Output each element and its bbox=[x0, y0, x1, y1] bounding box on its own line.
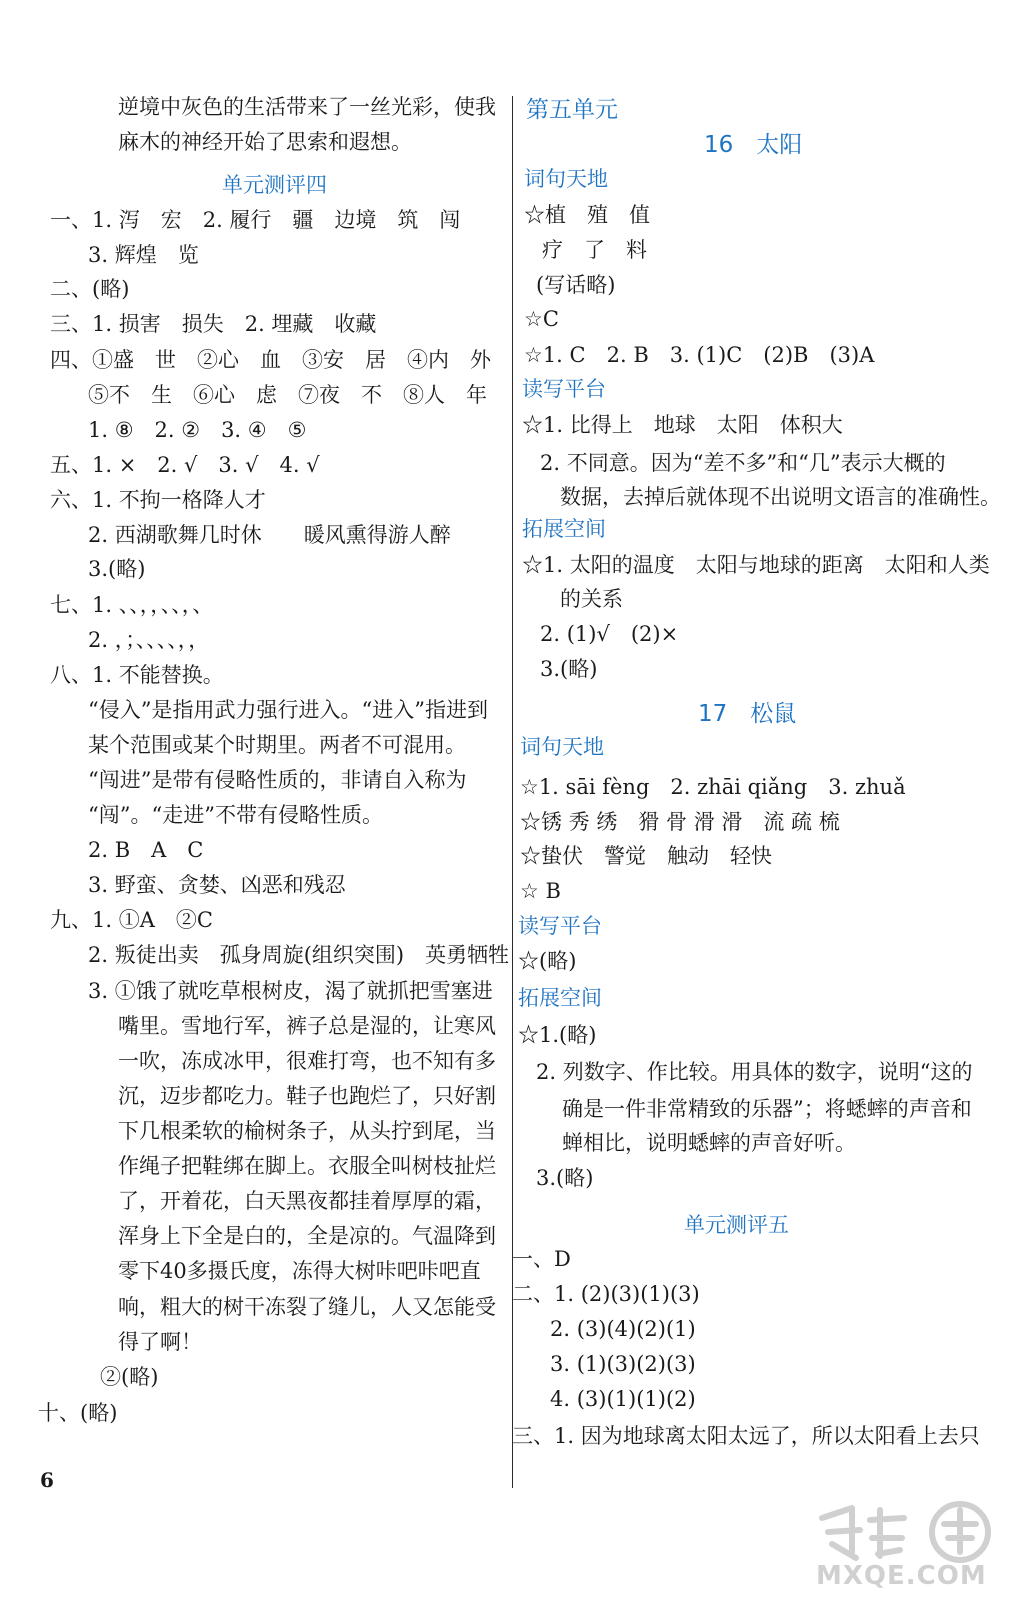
text-line: 3.(略) bbox=[540, 657, 598, 681]
unit-heading: 第五单元 bbox=[526, 97, 618, 123]
text-line: 4. (3)(1)(1)(2) bbox=[550, 1387, 696, 1411]
text-line: 3.(略) bbox=[536, 1166, 594, 1190]
text-line: 2. (1)√ (2)× bbox=[540, 622, 679, 646]
text-line: 下几根柔软的榆树条子，从头拧到尾，当 bbox=[118, 1119, 496, 1143]
text-line: 三、1. 因为地球离太阳太远了，所以太阳看上去只 bbox=[512, 1424, 980, 1448]
text-line: ☆C bbox=[524, 307, 559, 331]
text-line: 3. 野蛮、贪婪、凶恶和残忍 bbox=[88, 873, 346, 897]
text-line: 2. 西湖歌舞几时休 暖风熏得游人醉 bbox=[88, 523, 451, 547]
text-line: 一、1. 泻 宏 2. 履行 疆 边境 筑 闯 bbox=[50, 208, 461, 232]
section-heading-test-4: 单元测评四 bbox=[222, 173, 327, 197]
text-line: “侵入”是指用武力强行进入。“进入”指进到 bbox=[88, 698, 488, 722]
text-line: ☆蛰伏 警觉 触动 轻快 bbox=[520, 844, 772, 868]
watermark-icon bbox=[808, 1490, 1008, 1590]
text-line: 二、(略) bbox=[50, 277, 130, 301]
text-line: 数据，去掉后就体现不出说明文语言的准确性。 bbox=[560, 485, 1001, 509]
text-line: 响，粗大的树干冻裂了缝儿，人又怎能受 bbox=[118, 1295, 496, 1319]
text-line: 二、1. (2)(3)(1)(3) bbox=[512, 1282, 700, 1306]
text-line: (写话略) bbox=[536, 273, 616, 297]
text-line: 2. ，；、、、、，， bbox=[88, 628, 210, 652]
text-line: 六、1. 不拘一格降人才 bbox=[50, 488, 266, 512]
text-line: 作绳子把鞋绑在脚上。衣服全叫树枝扯烂 bbox=[118, 1154, 496, 1178]
text-line: 五、1. × 2. √ 3. √ 4. √ bbox=[50, 453, 320, 477]
text-line: 3.(略) bbox=[88, 557, 146, 581]
sub-heading: 拓展空间 bbox=[522, 517, 606, 541]
text-line: 2. 叛徒出卖 孤身周旋(组织突围) 英勇牺牲 bbox=[88, 943, 510, 967]
text-line: ☆1. 比得上 地球 太阳 体积大 bbox=[522, 413, 843, 437]
text-line: ☆锈 秀 绣 猾 骨 滑 滑 流 疏 梳 bbox=[520, 810, 840, 834]
text-line: 八、1. 不能替换。 bbox=[50, 663, 224, 687]
text-line: 三、1. 损害 损失 2. 埋藏 收藏 bbox=[50, 312, 377, 336]
text-line: 的关系 bbox=[560, 587, 623, 611]
sub-heading: 读写平台 bbox=[518, 914, 602, 938]
text-line: 十、(略) bbox=[38, 1401, 118, 1425]
watermark-logo bbox=[808, 1490, 1008, 1590]
text-line: 疗 了 料 bbox=[542, 238, 647, 262]
section-heading-test-5: 单元测评五 bbox=[684, 1213, 789, 1237]
text-line: 确是一件非常精致的乐器”；将蟋蟀的声音和 bbox=[562, 1097, 972, 1121]
text-line: 了，开着花，白天黑夜都挂着厚厚的霜， bbox=[118, 1189, 496, 1213]
text-line: ☆植 殖 值 bbox=[524, 203, 650, 227]
sub-heading: 读写平台 bbox=[522, 377, 606, 401]
text-line: ☆1. 太阳的温度 太阳与地球的距离 太阳和人类 bbox=[522, 553, 990, 577]
text-line: 零下40多摄氏度，冻得大树咔吧咔吧直 bbox=[118, 1259, 481, 1283]
text-line: 2. B A C bbox=[88, 838, 204, 862]
text-line: 七、1. 、、，，、、，、 bbox=[50, 593, 214, 617]
text-line: 2. 列数字、作比较。用具体的数字，说明“这的 bbox=[536, 1060, 973, 1084]
text-line: ②(略) bbox=[100, 1365, 159, 1389]
text-line: 四、①盛 世 ②心 血 ③安 居 ④内 外 bbox=[50, 348, 491, 372]
text-line: 3. (1)(3)(2)(3) bbox=[550, 1352, 696, 1376]
text-line: 一、D bbox=[512, 1247, 571, 1271]
text-line: ☆ B bbox=[520, 879, 561, 903]
text-line: 1. ⑧ 2. ② 3. ④ ⑤ bbox=[88, 418, 307, 442]
text-line: 九、1. ①A ②C bbox=[50, 908, 213, 932]
text-line: 沉，迈步都吃力。鞋子也跑烂了，只好割 bbox=[118, 1084, 496, 1108]
sub-heading: 词句天地 bbox=[524, 167, 608, 191]
text-line: 2. (3)(4)(2)(1) bbox=[550, 1317, 696, 1341]
text-line: ☆(略) bbox=[518, 949, 577, 973]
text-line: 蝉相比，说明蟋蟀的声音好听。 bbox=[562, 1131, 856, 1155]
sub-heading: 拓展空间 bbox=[518, 986, 602, 1010]
text-line: 麻木的神经开始了思索和遐想。 bbox=[118, 130, 412, 154]
text-line: 浑身上下全是白的，全是凉的。气温降到 bbox=[118, 1224, 496, 1248]
text-line: 嘴里。雪地行军，裤子总是湿的，让寒风 bbox=[118, 1014, 496, 1038]
text-line: 3. ①饿了就吃草根树皮，渴了就抓把雪塞进 bbox=[88, 979, 493, 1003]
text-line: “闯进”是带有侵略性质的，非请自入称为 bbox=[88, 768, 467, 792]
lesson-heading-17: 17 松鼠 bbox=[698, 701, 797, 727]
text-line: “闯”。“走进”不带有侵略性质。 bbox=[88, 803, 383, 827]
text-line: 一吹，冻成冰甲，很难打弯，也不知有多 bbox=[118, 1049, 496, 1073]
sub-heading: 词句天地 bbox=[520, 735, 604, 759]
text-line: ☆1.(略) bbox=[518, 1023, 597, 1047]
page-number: 6 bbox=[40, 1468, 54, 1492]
text-line: 2. 不同意。因为“差不多”和“几”表示大概的 bbox=[540, 451, 946, 475]
text-line: 逆境中灰色的生活带来了一丝光彩，使我 bbox=[118, 95, 496, 119]
text-line: ☆1. sāi fèng 2. zhāi qiǎng 3. zhuǎ bbox=[520, 775, 906, 799]
svg-text:MXQE.COM: MXQE.COM bbox=[816, 1561, 987, 1590]
text-line: 得了啊！ bbox=[118, 1330, 202, 1354]
text-line: ⑤不 生 ⑥心 虑 ⑦夜 不 ⑧人 年 bbox=[88, 383, 487, 407]
lesson-heading-16: 16 太阳 bbox=[704, 132, 803, 158]
text-line: 某个范围或某个时期里。两者不可混用。 bbox=[88, 733, 466, 757]
text-line: 3. 辉煌 览 bbox=[88, 243, 199, 267]
text-line: ☆1. C 2. B 3. (1)C (2)B (3)A bbox=[524, 343, 875, 367]
